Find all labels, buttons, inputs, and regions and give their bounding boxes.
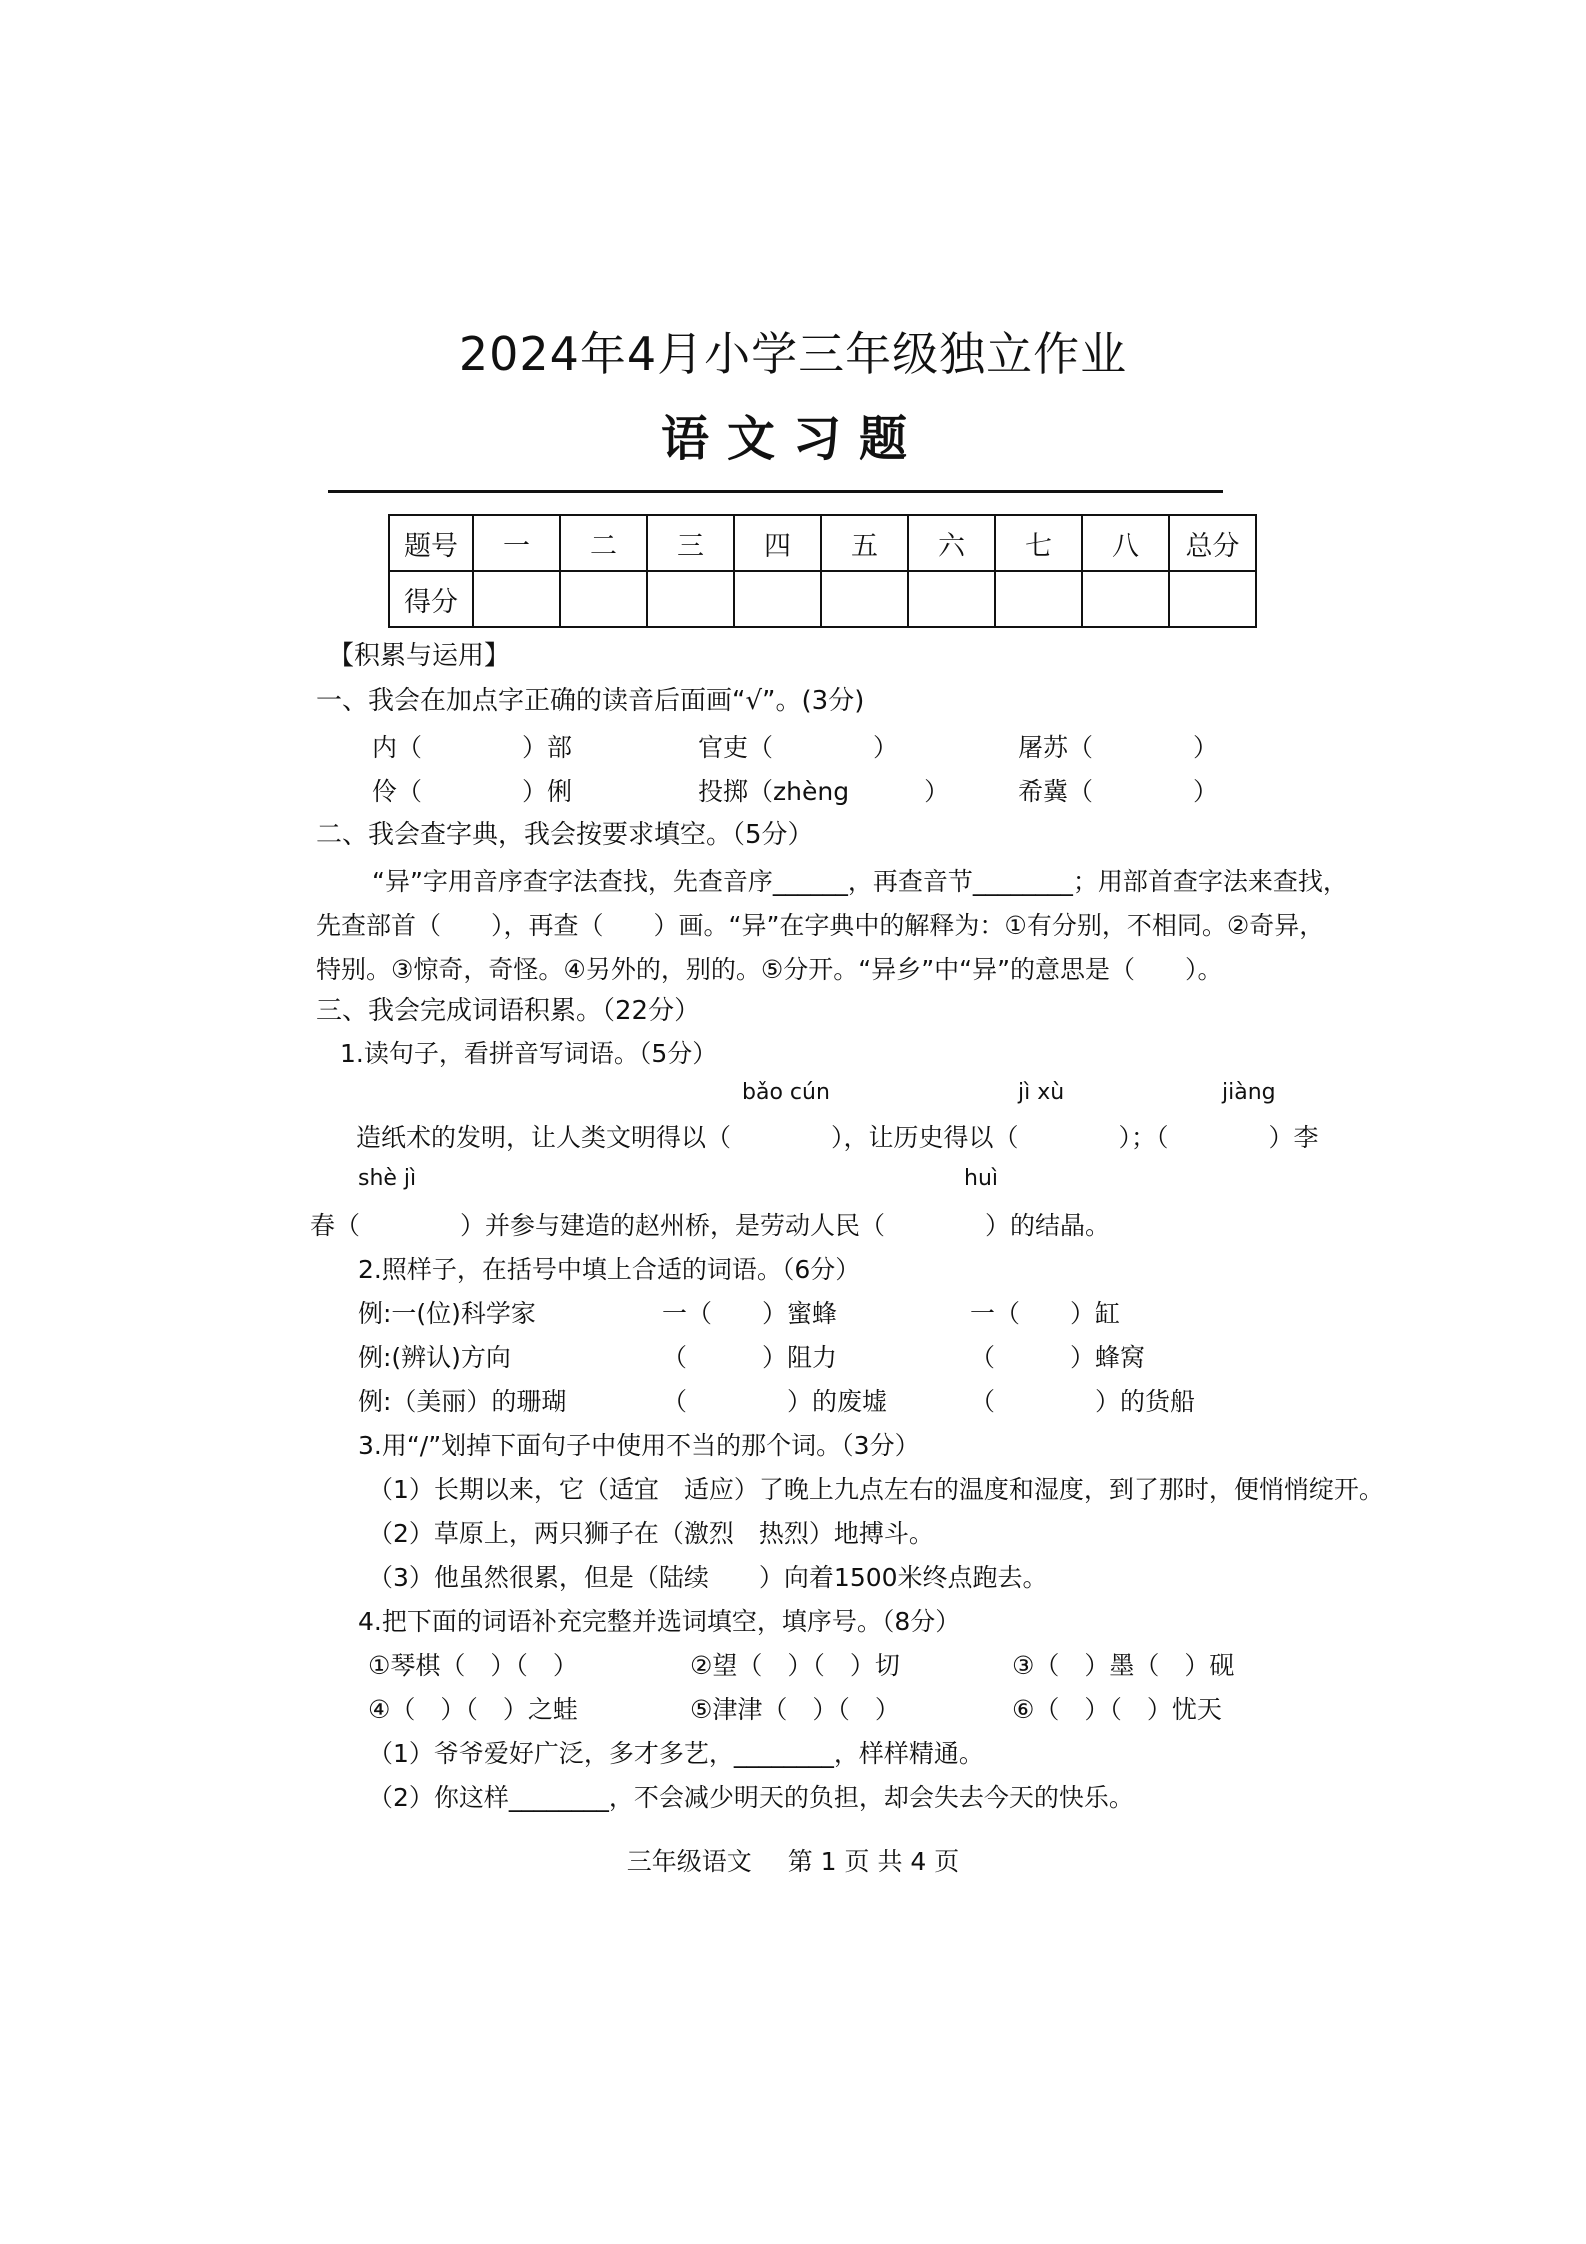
pinyin-label: huì (964, 1166, 998, 1191)
score-cell[interactable] (1169, 571, 1256, 627)
q3-sub4-item: ⑥（ ）（ ）忧天 (1012, 1695, 1222, 1724)
q2-title: 二、我会查字典，我会按要求填空。（5分） (316, 820, 814, 850)
q3-title: 三、我会完成词语积累。（22分） (316, 996, 701, 1026)
score-header-cell: 四 (734, 515, 821, 571)
score-header-cell: 总分 (1169, 515, 1256, 571)
score-cell[interactable] (908, 571, 995, 627)
q1-title: 一、我会在加点字正确的读音后面画“√”。(3分) (316, 686, 865, 716)
q3-sub2-item: （ ）的货船 (970, 1387, 1196, 1416)
q3-sub2-item: 一（ ）蜜蜂 (662, 1299, 838, 1328)
q3-sub3-title: 3.用“/”划掉下面句子中使用不当的那个词。（3分） (358, 1431, 920, 1460)
q1-item: 屠苏（ ） (1018, 733, 1219, 762)
footer-subject: 三年级语文 (626, 1847, 752, 1876)
score-header-cell: 八 (1082, 515, 1169, 571)
score-cell[interactable] (473, 571, 560, 627)
q1-item: 内（ ）部 (372, 733, 573, 762)
score-table-header-row (389, 515, 1256, 571)
q2-line: 特别。③惊奇，奇怪。④另外的，别的。⑤分开。“异乡”中“异”的意思是（ ）。 (316, 955, 1223, 984)
score-cell[interactable] (734, 571, 821, 627)
pinyin-label: jiàng (1222, 1080, 1276, 1105)
score-cell[interactable] (647, 571, 734, 627)
q3-sub2-item: （ ）阻力 (662, 1343, 838, 1372)
q2-line: “异”字用音序查字法查找，先查音序______，再查音节________；用部首查字法来查找， (372, 867, 1348, 896)
score-header-cell: 六 (908, 515, 995, 571)
score-cell[interactable] (995, 571, 1082, 627)
score-header-cell: 二 (560, 515, 647, 571)
q3-sub2-item: 例:(辨认)方向 (358, 1343, 511, 1372)
q3-sub2-item: 例:一(位)科学家 (358, 1299, 536, 1328)
score-cell[interactable] (821, 571, 908, 627)
q3-sub1-line: 春（ ）并参与建造的赵州桥，是劳动人民（ ）的结晶。 (310, 1211, 1111, 1240)
score-table-score-row (389, 571, 1256, 627)
page-footer (0, 1842, 1586, 1878)
score-cell[interactable] (560, 571, 647, 627)
score-header-cell: 五 (821, 515, 908, 571)
pinyin-label: shè jì (358, 1166, 417, 1191)
q3-sub2-item: 一（ ）缸 (970, 1299, 1121, 1328)
exam-title: 2024年4月小学三年级独立作业 (458, 327, 1128, 381)
q1-item: 投掷（zhèng ） (698, 777, 950, 806)
exam-subtitle: 语文习题 (660, 411, 925, 467)
score-header-cell: 一 (473, 515, 560, 571)
q1-item: 希冀（ ） (1018, 777, 1219, 806)
q3-sub1-line: 造纸术的发明，让人类文明得以（ ），让历史得以（ ）；（ ）李 (356, 1123, 1319, 1152)
q3-sub2-title: 2.照样子，在括号中填上合适的词语。（6分） (358, 1255, 861, 1284)
score-table (388, 514, 1257, 628)
pinyin-label: jì xù (1018, 1080, 1065, 1105)
q2-line: 先查部首（ ），再查（ ）画。“异”在字典中的解释为：①有分别，不相同。②奇异， (316, 911, 1325, 940)
q1-item: 官吏（ ） (698, 733, 899, 762)
q3-sub3-item: （3）他虽然很累，但是（陆续 ）向着1500米终点跑去。 (368, 1563, 1048, 1592)
q3-sub2-item: 例:（美丽）的珊瑚 (358, 1387, 567, 1416)
title-divider (328, 490, 1223, 493)
q3-sub4-item: ⑤津津（ ）（ ） (690, 1695, 900, 1724)
q3-sub4-item: ③（ ）墨（ ）砚 (1012, 1651, 1235, 1680)
score-header-cell: 题号 (389, 515, 473, 571)
score-header-cell: 七 (995, 515, 1082, 571)
q3-sub4-item: ①琴棋（ ）（ ） (368, 1651, 578, 1680)
q1-item: 伶（ ）俐 (372, 777, 573, 806)
q3-sub2-item: （ ）蜂窝 (970, 1343, 1146, 1372)
q3-sub3-item: （1）长期以来，它（适宜 适应）了晚上九点左右的温度和湿度，到了那时，便悄悄绽开。 (368, 1475, 1384, 1504)
q3-sub4-sentence: （1）爷爷爱好广泛，多才多艺，________，样样精通。 (368, 1739, 984, 1768)
score-row-label: 得分 (389, 571, 473, 627)
pinyin-label: bǎo cún (742, 1080, 830, 1105)
section-heading: 【积累与运用】 (328, 641, 511, 671)
q3-sub4-item: ④（ ）（ ）之蛙 (368, 1695, 578, 1724)
score-header-cell: 三 (647, 515, 734, 571)
q3-sub4-title: 4.把下面的词语补充完整并选词填空，填序号。（8分） (358, 1607, 961, 1636)
score-cell[interactable] (1082, 571, 1169, 627)
q3-sub4-sentence: （2）你这样________，不会减少明天的负担，却会失去今天的快乐。 (368, 1783, 1134, 1812)
q3-sub1-title: 1.读句子，看拼音写词语。（5分） (340, 1039, 718, 1068)
q3-sub3-item: （2）草原上，两只狮子在（激烈 热烈）地搏斗。 (368, 1519, 934, 1548)
footer-page-number: 第 1 页 共 4 页 (787, 1847, 960, 1876)
q3-sub4-item: ②望（ ）（ ）切 (690, 1651, 900, 1680)
q3-sub2-item: （ ）的废墟 (662, 1387, 888, 1416)
